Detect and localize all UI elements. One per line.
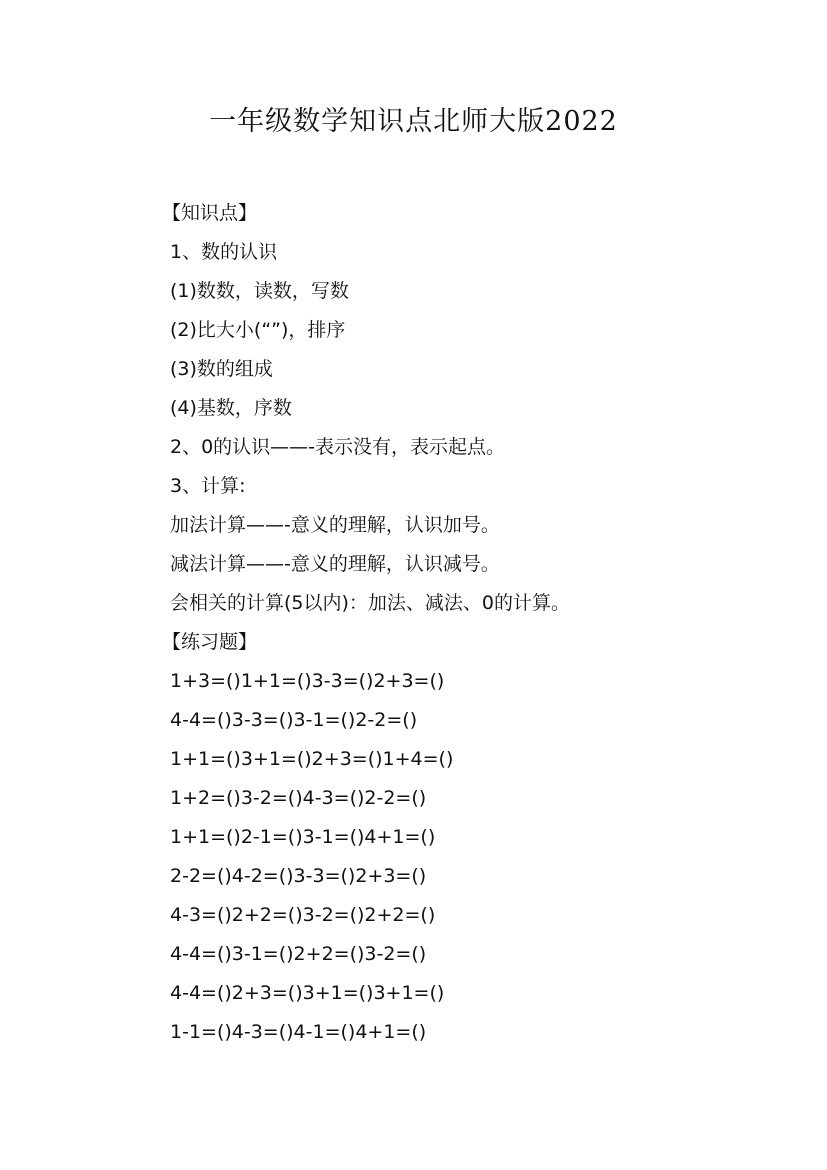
exercise-line: 4-4=()2+3=()3+1=()3+1=()	[170, 982, 445, 1004]
knowledge-line: (3)数的组成	[170, 358, 273, 380]
exercise-line: 1+1=()3+1=()2+3=()1+4=()	[170, 748, 454, 770]
exercise-line: 4-4=()3-3=()3-1=()2-2=()	[170, 709, 418, 731]
knowledge-line: (2)比大小(“”)，排序	[170, 319, 346, 341]
exercise-line: 4-4=()3-1=()2+2=()3-2=()	[170, 943, 427, 965]
knowledge-line: 减法计算——-意义的理解，认识减号。	[170, 553, 500, 575]
knowledge-line: (4)基数，序数	[170, 397, 292, 419]
page-title: 一年级数学知识点北师大版2022	[209, 106, 618, 137]
knowledge-line: 3、计算:	[170, 475, 246, 497]
exercise-line: 1+1=()2-1=()3-1=()4+1=()	[170, 826, 436, 848]
knowledge-line: 1、数的认识	[170, 241, 278, 263]
knowledge-line: 加法计算——-意义的理解，认识加号。	[170, 514, 500, 536]
document-body	[162, 194, 770, 1052]
knowledge-line: (1)数数，读数，写数	[170, 280, 349, 302]
exercise-line: 1+3=()1+1=()3-3=()2+3=()	[170, 670, 445, 692]
knowledge-heading: 【知识点】	[162, 202, 258, 224]
knowledge-line: 2、0的认识——-表示没有，表示起点。	[170, 436, 506, 458]
knowledge-line: 会相关的计算(5以内)：加法、减法、0的计算。	[170, 592, 571, 614]
exercise-heading: 【练习题】	[162, 631, 258, 653]
exercise-line: 1+2=()3-2=()4-3=()2-2=()	[170, 787, 427, 809]
exercise-line: 1-1=()4-3=()4-1=()4+1=()	[170, 1021, 427, 1043]
exercise-line: 2-2=()4-2=()3-3=()2+3=()	[170, 865, 427, 887]
exercise-line: 4-3=()2+2=()3-2=()2+2=()	[170, 904, 436, 926]
